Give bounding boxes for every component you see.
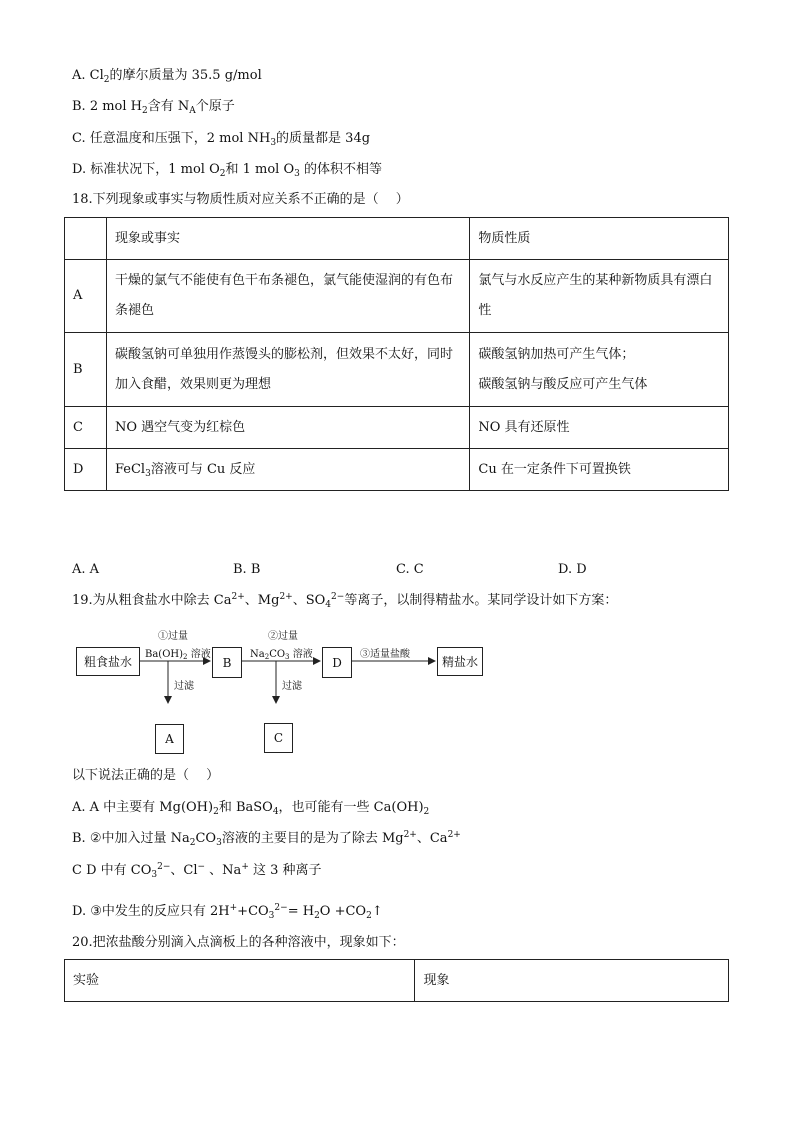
row-fact: 干燥的氯气不能使有色干布条褪色，氯气能使湿润的有色布条褪色 — [106, 260, 469, 333]
table-header-row — [65, 960, 729, 1002]
q18-choice-b: B. B — [233, 562, 261, 577]
flow-step3-label: ③适量盐酸 — [360, 649, 410, 660]
row-property: Cu 在一定条件下可置换铁 — [470, 449, 729, 491]
flow-box-crude-brine: 粗食盐水 — [76, 647, 140, 676]
row-fact: NO 遇空气变为红棕色 — [106, 407, 469, 449]
row-property-line-2: 碳酸氢钠与酸反应可产生气体 — [478, 376, 648, 392]
row-label: A — [65, 260, 107, 333]
q19-stem: 19.为从粗食盐水中除去 $Ca^{2+}$、$Mg^{2+}$、$SO_4^{2-}$等离子，以制得精盐水。某同学设计如下方案： — [72, 592, 618, 610]
row-property: NO 具有还原性 — [470, 407, 729, 449]
flow-filter1-label: 过滤 — [174, 681, 194, 692]
header-cell-property: 物质性质 — [470, 218, 729, 260]
header-cell-experiment: 实验 — [65, 960, 415, 1002]
q17-option-a: A. $Cl_2$的摩尔质量为 35.5 g/mol — [72, 68, 262, 85]
header-cell-phenomenon: 现象 — [415, 960, 729, 1002]
q20-stem: 20.把浓盐酸分别滴入点滴板上的各种溶液中，现象如下： — [72, 935, 405, 950]
q19-option-a: A. A 中主要有 $Mg(OH)_2$和 BaSO$_4$，也可能有一些 $Ca(OH)_2$ — [72, 800, 430, 817]
row-label: D — [65, 449, 107, 491]
flow-step1-reagent: $Ba(OH)_2$ 溶液 — [145, 649, 211, 661]
q19-option-d: D. ③中发生的反应只有 $2H^++CO_3^{2-}= H_2O$ $+CO_2↑$ — [72, 903, 383, 921]
row-fact: FeCl$_3$溶液可与 Cu 反应 — [106, 449, 469, 491]
flow-box-b: B — [212, 647, 242, 678]
flow-box-refined-brine: 精盐水 — [437, 647, 483, 676]
q17-option-c: C. 任意温度和压强下，2 mol $NH_3$的质量都是 34g — [72, 131, 371, 148]
q17-option-b: B. 2 mol $H_2$含有 $N_A$个原子 — [72, 99, 235, 116]
q18-stem: 18.下列现象或事实与物质性质对应关系不正确的是（ ） — [72, 192, 409, 207]
q18-choice-a: A. A — [72, 562, 100, 577]
q17-option-d: D. 标准状况下，1 mol $O_2$和 1 mol $O_3$ 的体积不相等 — [72, 162, 382, 179]
q19-ask: 以下说法正确的是（ ） — [72, 768, 220, 783]
flow-box-d: D — [322, 647, 352, 678]
row-fact: 碳酸氢钠可单独用作蒸馒头的膨松剂，但效果不太好，同时加入食醋，效果则更为理想 — [106, 333, 469, 407]
row-label: C — [65, 407, 107, 449]
q19-option-c: C D 中有 $CO_3^{2-}$、Cl− 、Na+ 这 3 种离子 — [72, 862, 322, 880]
row-label: B — [65, 333, 107, 407]
flow-step2-reagent: $Na_2CO_3$ 溶液 — [250, 649, 313, 661]
header-cell-fact: 现象或事实 — [106, 218, 469, 260]
flow-step2-label: ②过量 — [268, 631, 298, 642]
q20-table — [64, 959, 729, 1002]
flow-box-a: A — [155, 724, 184, 754]
q18-choice-d: D. D — [558, 562, 587, 577]
q19-option-b: B. ②中加入过量 $Na_2CO_3$溶液的主要目的是为了除去 $Mg^{2+}$、$Ca^{2+}$ — [72, 830, 461, 848]
flow-filter2-label: 过滤 — [282, 681, 302, 692]
row-property: 氯气与水反应产生的某种新物质具有漂白性 — [470, 260, 729, 333]
flow-box-c: C — [264, 723, 293, 753]
flow-step1-label: ①过量 — [158, 631, 188, 642]
q18-choice-c: C. C — [396, 562, 424, 577]
row-property-line-1: 碳酸氢钠加热可产生气体； — [478, 346, 635, 362]
